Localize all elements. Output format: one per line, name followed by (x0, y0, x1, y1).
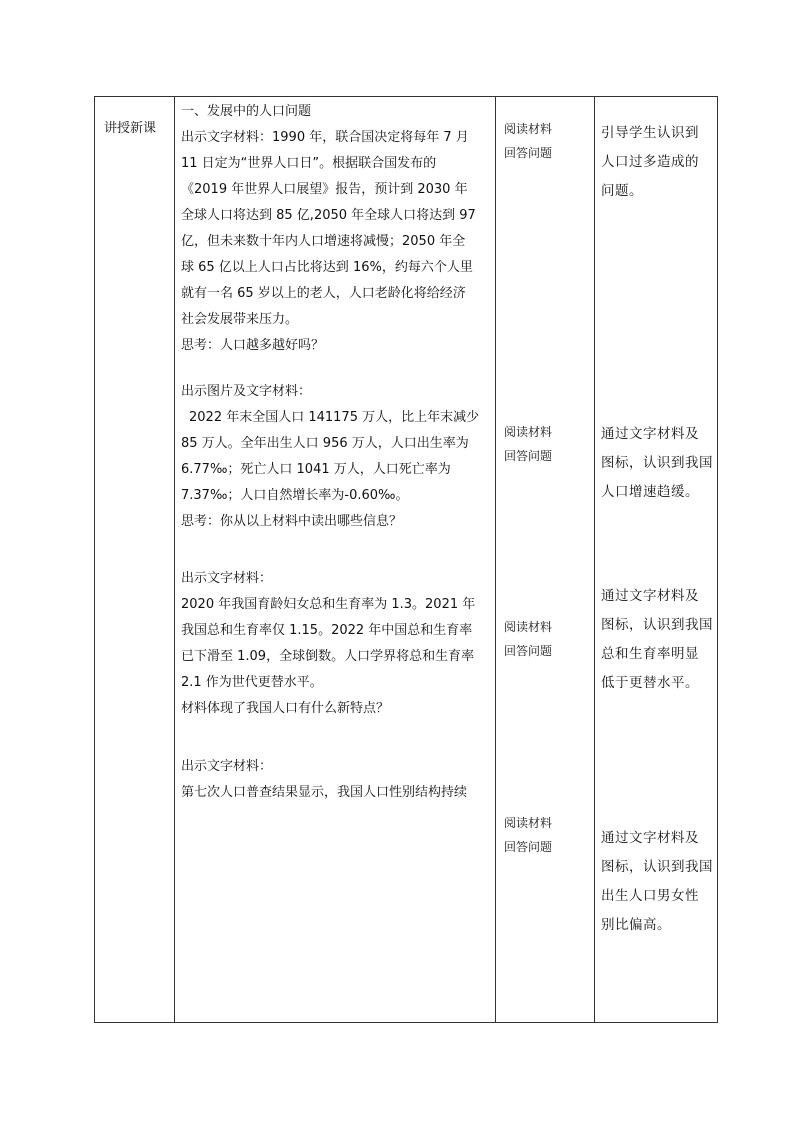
material-line: 2020 年我国育龄妇女总和生育率为 1.3。2021 年 (181, 597, 476, 612)
activity-read: 阅读材料 (504, 816, 553, 830)
activity-answer: 回答问题 (504, 840, 553, 854)
intent-line: 低于更替水平。 (601, 675, 699, 691)
teaching-content (181, 99, 493, 806)
intent-line: 通过文字材料及 (601, 426, 699, 442)
material-line: 全球人口将达到 85 亿,2050 年全球人口将达到 97 (181, 208, 476, 223)
intent-line: 图标，认识到我国 (601, 455, 713, 471)
material-line: 2022 年末全国人口 141175 万人，比上年末减少 (189, 410, 480, 425)
material-line: 已下滑至 1.09，全球倒数。人口学界将总和生育率 (181, 649, 475, 664)
design-intent (601, 420, 715, 507)
activity-answer: 回答问题 (504, 449, 553, 463)
lesson-plan-table (94, 96, 718, 1023)
design-intent (601, 824, 715, 940)
material-line: 社会发展带来压力。 (181, 312, 299, 327)
intent-line: 通过文字材料及 (601, 830, 699, 846)
content-heading: 一、发展中的人口问题 (181, 104, 312, 119)
material-line: 亿，但未来数十年内人口增速将减慢；2050 年全 (181, 234, 466, 249)
material-line: 《2019 年世界人口展望》报告，预计到 2030 年 (181, 182, 468, 197)
activity-group (504, 420, 552, 468)
activity-answer: 回答问题 (504, 146, 553, 160)
activity-group (504, 117, 552, 165)
material-line: 就有一名 65 岁以上的老人，人口老龄化将给经济 (181, 286, 466, 301)
section-label-cell (95, 97, 175, 1023)
activity-read: 阅读材料 (504, 122, 553, 136)
design-intent (601, 119, 715, 206)
material-line: 第七次人口普查结果显示，我国人口性别结构持续 (181, 785, 468, 800)
material-line: 7.37‰；人口自然增长率为-0.60‰。 (181, 488, 409, 503)
intent-line: 问题。 (601, 183, 643, 199)
material-intro-2: 出示图片及文字材料： (181, 384, 312, 399)
activity-answer: 回答问题 (504, 644, 553, 658)
intent-line: 人口过多造成的 (601, 154, 699, 170)
intent-line: 图标，认识到我国 (601, 617, 713, 633)
design-intent-cell (595, 97, 718, 1023)
material-intro-4: 出示文字材料： (181, 759, 273, 774)
intent-line: 图标，认识到我国 (601, 859, 713, 875)
activity-group (504, 811, 552, 859)
activity-read: 阅读材料 (504, 620, 553, 634)
material-line: 11 日定为“世界人口日”。根据联合国发布的 (181, 156, 437, 171)
intent-line: 出生人口男女性 (601, 888, 699, 904)
intent-line: 总和生育率明显 (601, 646, 699, 662)
activity-group (504, 615, 552, 663)
material-line: 球 65 亿以上人口占比将达到 16%，约每六个人里 (181, 260, 473, 275)
section-label: 讲授新课 (104, 121, 157, 136)
material-line: 6.77‰；死亡人口 1041 万人，人口死亡率为 (181, 462, 451, 477)
think-question-1: 思考：人口越多越好吗？ (181, 338, 325, 353)
material-line: 我国总和生育率仅 1.15。2022 年中国总和生育率 (181, 623, 473, 638)
table-row (95, 97, 718, 1023)
intent-line: 别比偏高。 (601, 917, 671, 933)
intent-line: 人口增速趋缓。 (601, 484, 699, 500)
material-line: 85 万人。全年出生人口 956 万人，人口出生率为 (181, 436, 469, 451)
think-question-3: 材料体现了我国人口有什么新特点？ (181, 701, 390, 716)
intent-line: 引导学生认识到 (601, 125, 699, 141)
material-line: 2.1 作为世代更替水平。 (181, 675, 323, 690)
design-intent (601, 582, 715, 698)
teaching-content-cell (175, 97, 496, 1023)
activity-read: 阅读材料 (504, 425, 553, 439)
intent-line: 通过文字材料及 (601, 588, 699, 604)
material-intro-1: 出示文字材料：1990 年，联合国决定将每年 7 月 (181, 130, 469, 145)
material-intro-3: 出示文字材料： (181, 571, 273, 586)
student-activity-cell (496, 97, 595, 1023)
think-question-2: 思考：你从以上材料中读出哪些信息？ (181, 514, 403, 529)
